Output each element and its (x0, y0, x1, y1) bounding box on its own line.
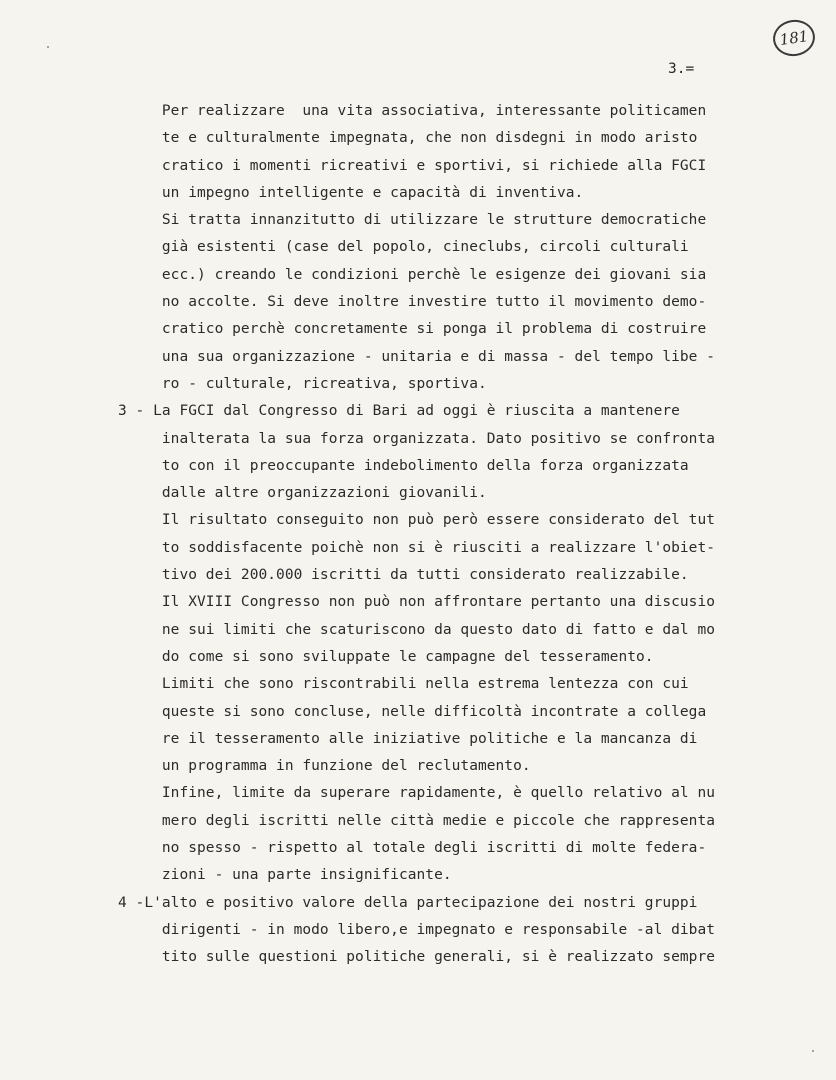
text-line: dalle altre organizzazioni giovanili. (118, 485, 487, 502)
section-3-heading-line: 3 - La FGCI dal Congresso di Bari ad oggi è riuscita a mantenere (118, 403, 680, 420)
text-line: cratico i momenti ricreativi e sportivi, si richiede alla FGCI (118, 157, 707, 174)
text-line: no accolte. Si deve inoltre investire tutto il movimento demo- (118, 294, 707, 311)
stamp-number: 181 (778, 27, 810, 49)
text-line: tito sulle questioni politiche generali, si è realizzato sempre (118, 949, 716, 966)
text-line: zioni - una parte insignificante. (118, 867, 452, 884)
text-line: un impegno intelligente e capacità di inventiva. (118, 184, 584, 201)
text-line: te e culturalmente impegnata, che non disdegni in modo aristo (118, 130, 698, 147)
text-line: do come si sono sviluppate le campagne del tesseramento. (118, 648, 654, 665)
text-line: queste si sono concluse, nelle difficoltà incontrate a collega (118, 703, 707, 720)
text-line: to soddisfacente poichè non si è riusciti a realizzare l'obiet- (118, 539, 716, 556)
text-line: ecc.) creando le condizioni perchè le esigenze dei giovani sia (118, 266, 707, 283)
text-line: Limiti che sono riscontrabili nella estrema lentezza con cui (118, 676, 689, 693)
text-line: Il risultato conseguito non può però essere considerato del tut (118, 512, 716, 529)
document-body (118, 98, 808, 972)
scan-speck (47, 46, 49, 48)
section-4-heading-line: 4 -L'alto e positivo valore della partecipazione dei nostri gruppi (118, 894, 698, 911)
text-line: Per realizzare una vita associativa, interessante politicamen (118, 103, 707, 119)
text-line: re il tesseramento alle iniziative politiche e la mancanza di (118, 730, 698, 747)
text-line: un programma in funzione del reclutamento. (118, 758, 531, 775)
text-line: tivo dei 200.000 iscritti da tutti considerato realizzabile. (118, 567, 689, 584)
text-line: mero degli iscritti nelle città medie e piccole che rappresenta (118, 812, 716, 829)
text-line: Il XVIII Congresso non può non affrontare pertanto una discusio (118, 594, 716, 611)
text-line: cratico perchè concretamente si ponga il problema di costruire (118, 321, 707, 338)
text-line: dirigenti - in modo libero,e impegnato e responsabile -al dibat (118, 921, 716, 938)
archive-stamp (771, 17, 818, 58)
text-line: Infine, limite da superare rapidamente, è quello relativo al nu (118, 785, 716, 802)
text-line: no spesso - rispetto al totale degli iscritti di molte federa- (118, 840, 707, 857)
page-number: 3.= (668, 61, 695, 77)
text-line: to con il preoccupante indebolimento della forza organizzata (118, 457, 689, 474)
text-line: una sua organizzazione - unitaria e di massa - del tempo libe - (118, 348, 716, 365)
text-line: ne sui limiti che scaturiscono da questo dato di fatto e dal mo (118, 621, 716, 638)
text-line: ro - culturale, ricreativa, sportiva. (118, 375, 487, 392)
text-line: Si tratta innanzitutto di utilizzare le strutture democratiche (118, 212, 707, 229)
text-line: inalterata la sua forza organizzata. Dato positivo se confronta (118, 430, 716, 447)
text-line: già esistenti (case del popolo, cineclubs, circoli culturali (118, 239, 689, 256)
scan-speck (812, 1050, 814, 1052)
